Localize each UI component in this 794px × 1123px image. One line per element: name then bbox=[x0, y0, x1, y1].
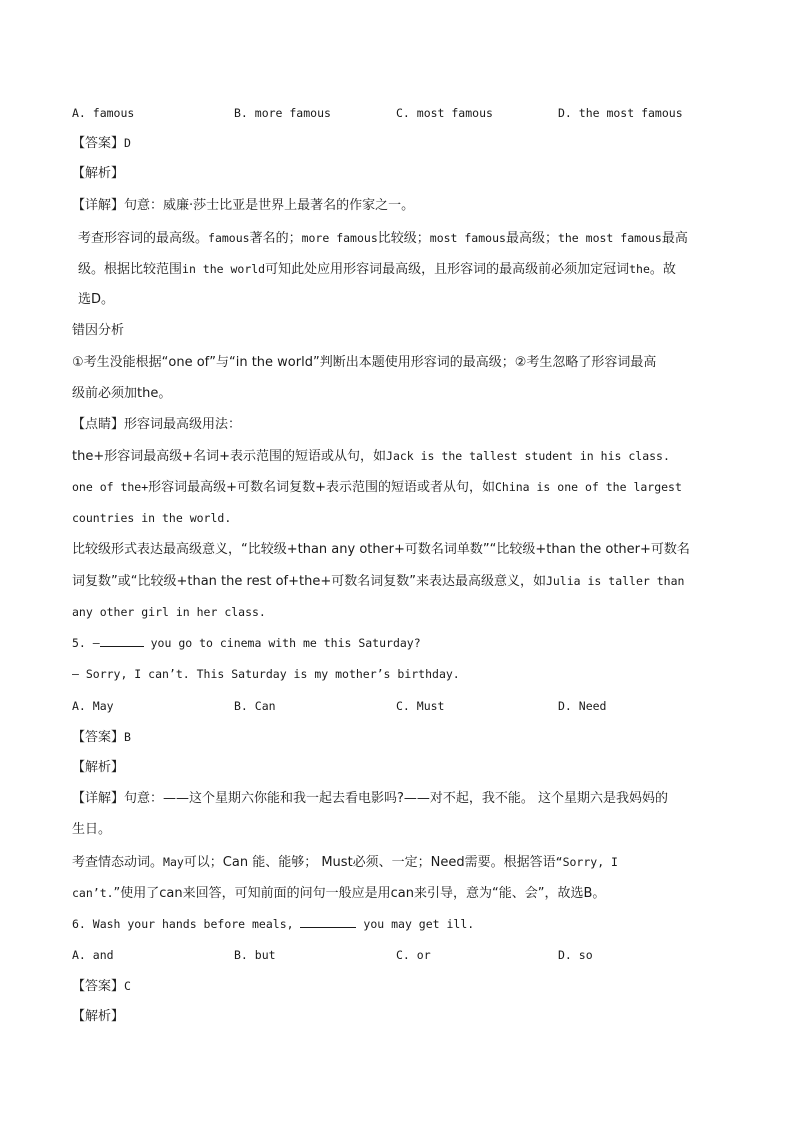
answer-value: D bbox=[124, 136, 131, 150]
q5-explanation-line-1 bbox=[72, 854, 618, 871]
exp-text: B。 bbox=[583, 886, 606, 901]
q5-analysis-heading: 【解析】 bbox=[72, 760, 125, 775]
q5-detail bbox=[72, 791, 668, 807]
answer-tag: 【答案】 bbox=[72, 979, 125, 994]
q6-option-b: B. but bbox=[234, 948, 276, 962]
detail-text: 句意：——这个星期六你能和我一起去看电影吗?——对不起，我不能。 这个星期六是我妈妈的 bbox=[124, 791, 669, 806]
exp-text: 著名的； bbox=[249, 231, 302, 246]
detail-tag: 【详解】 bbox=[72, 198, 125, 213]
exp-term: in the world bbox=[182, 262, 266, 276]
q6-option-c: C. or bbox=[396, 948, 431, 962]
q6-question bbox=[72, 916, 474, 932]
exp-text: 考查形容词的最高级。 bbox=[78, 231, 209, 246]
q4-option-c: C. most famous bbox=[396, 106, 493, 120]
q6-question-suffix: you may get ill. bbox=[356, 917, 475, 931]
answer-value: C bbox=[124, 979, 131, 993]
usage-text: the+形容词最高级+名词+表示范围的短语或从句，如 bbox=[72, 449, 387, 464]
q5-option-b: B. Can bbox=[234, 699, 276, 713]
exp-text: 比较级； bbox=[377, 231, 430, 246]
usage-example: China is one of the largest bbox=[494, 480, 682, 494]
q4-analysis-heading: 【解析】 bbox=[72, 166, 125, 181]
detail-tag: 【详解】 bbox=[72, 791, 125, 806]
usage-line-5 bbox=[72, 573, 684, 590]
q4-explanation-line-1 bbox=[78, 230, 688, 247]
exp-term: the bbox=[629, 262, 650, 276]
usage-line-6: any other girl in her class. bbox=[72, 605, 266, 619]
exp-text: 可知此处应用形容词最高级，且形容词的最高级前必须加定冠词 bbox=[265, 262, 630, 277]
exp-term: May bbox=[163, 855, 184, 869]
error-analysis-title: 错因分析 bbox=[72, 323, 125, 338]
q5-option-c: C. Must bbox=[396, 699, 445, 713]
usage-line-4: 比较级形式表达最高级意义，“比较级+than any other+可数名词单数”“比较级+than the other+可数名 bbox=[72, 542, 690, 557]
q4-option-a: A. famous bbox=[72, 106, 135, 120]
q6-question-prefix: 6. Wash your hands before meals, bbox=[72, 917, 301, 931]
q5-reply: — Sorry, I can’t. This Saturday is my mother’s birthday. bbox=[72, 667, 460, 681]
exp-term: most famous bbox=[429, 231, 506, 245]
usage-example: Julia is taller than bbox=[545, 574, 685, 588]
exp-term: “Sorry, I bbox=[555, 855, 618, 869]
exp-term: can’t. bbox=[72, 886, 114, 900]
q5-option-a: A. May bbox=[72, 699, 114, 713]
answer-tag: 【答案】 bbox=[72, 730, 125, 745]
q6-option-a: A. and bbox=[72, 948, 114, 962]
q5-explanation-line-2 bbox=[72, 885, 605, 902]
exp-term: the most famous bbox=[557, 231, 662, 245]
error-analysis-line-2: 级前必须加the。 bbox=[72, 386, 172, 401]
q5-option-d: D. Need bbox=[558, 699, 607, 713]
usage-text: 词复数”或“比较级+than the rest of+the+可数名词复数”来表达最高级意义，如 bbox=[72, 574, 546, 589]
exp-term: more famous bbox=[301, 231, 378, 245]
q4-answer bbox=[72, 135, 131, 152]
q6-analysis-heading: 【解析】 bbox=[72, 1009, 125, 1024]
usage-example: Jack is the tallest student in his class. bbox=[386, 449, 670, 463]
q5-answer-blank[interactable] bbox=[100, 635, 144, 647]
error-analysis-line-1: ①考生没能根据“one of”与“in the world”判断出本题使用形容词的最高级；②考生忽略了形容词最高 bbox=[72, 355, 657, 370]
exp-text: ”使用了can来回答，可知前面的问句一般应是用can来引导，意为“能、会”，故选 bbox=[113, 886, 584, 901]
usage-line-3: countries in the world. bbox=[72, 511, 232, 525]
exp-text: 可以；Can 能、能够； Must必须、一定；Need需要。根据答语 bbox=[183, 855, 556, 870]
detail-text: 句意：威廉·莎士比亚是世界上最著名的作家之一。 bbox=[124, 198, 415, 213]
usage-example: one of the+ bbox=[72, 480, 149, 494]
q4-explanation-line-3: 选D。 bbox=[78, 292, 115, 307]
usage-line-1 bbox=[72, 448, 670, 465]
q5-answer bbox=[72, 729, 131, 746]
q4-option-b: B. more famous bbox=[234, 106, 331, 120]
exp-text: 级。根据比较范围 bbox=[78, 262, 183, 277]
q6-answer bbox=[72, 978, 131, 995]
usage-line-2 bbox=[72, 479, 682, 496]
answer-value: B bbox=[124, 730, 131, 744]
exp-term: famous bbox=[208, 231, 250, 245]
q5-question-suffix: you go to cinema with me this Saturday? bbox=[143, 636, 421, 650]
exp-text: 最高 bbox=[661, 231, 688, 246]
q5-question bbox=[72, 635, 421, 651]
q4-explanation-line-2 bbox=[78, 261, 676, 278]
usage-text: 形容词最高级+可数名词复数+表示范围的短语或者从句，如 bbox=[148, 480, 495, 495]
q4-option-d: D. the most famous bbox=[558, 106, 683, 120]
q5-question-prefix: 5. — bbox=[72, 636, 100, 650]
exp-text: 。故 bbox=[649, 262, 676, 277]
tip-text: 形容词最高级用法： bbox=[124, 417, 242, 432]
q4-detail bbox=[72, 198, 414, 214]
exp-text: 考查情态动词。 bbox=[72, 855, 164, 870]
q5-detail-line-2: 生日。 bbox=[72, 822, 112, 837]
tip-heading bbox=[72, 417, 241, 433]
q6-option-d: D. so bbox=[558, 948, 593, 962]
tip-tag: 【点睛】 bbox=[72, 417, 125, 432]
q6-answer-blank[interactable] bbox=[300, 916, 356, 928]
exp-text: 最高级； bbox=[505, 231, 558, 246]
answer-tag: 【答案】 bbox=[72, 136, 125, 151]
